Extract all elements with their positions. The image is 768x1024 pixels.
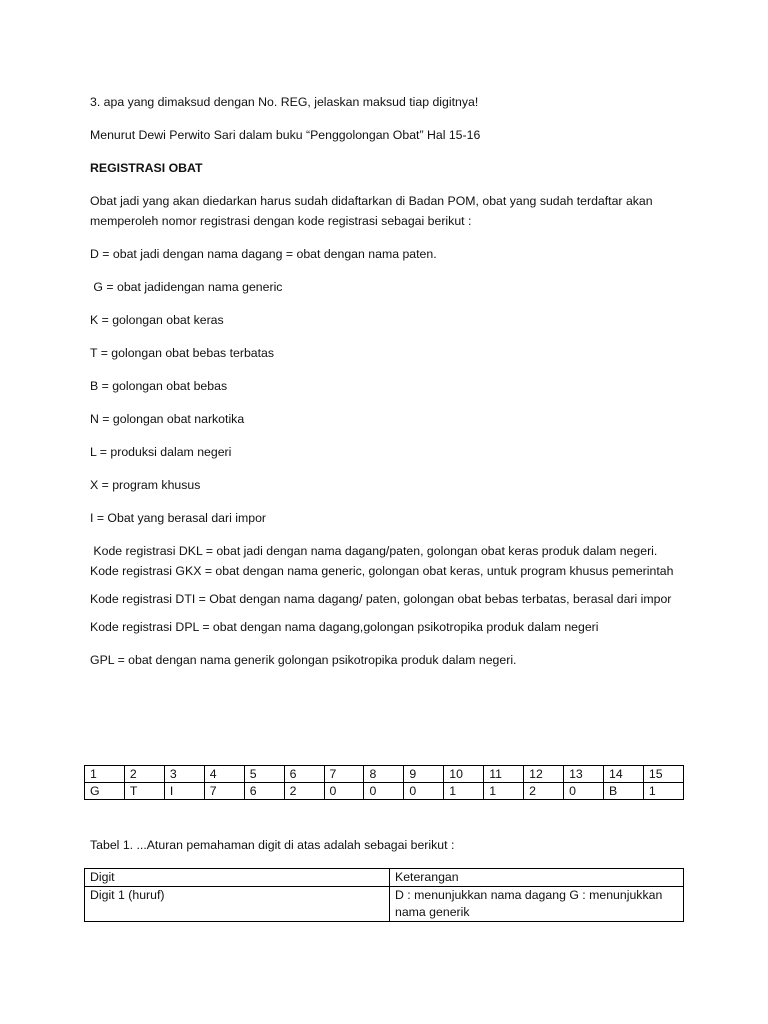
digit-value-cell: 0: [404, 783, 444, 800]
table-row: [85, 887, 684, 922]
header-digit: Digit: [85, 869, 390, 887]
digit-value-cell: 0: [364, 783, 404, 800]
rules-header-row: [85, 869, 684, 887]
digit-position-cell: 2: [124, 766, 164, 783]
digit-position-cell: 4: [204, 766, 244, 783]
code-definition: B = golongan obat bebas: [90, 379, 228, 393]
digit-position-cell: 1: [85, 766, 125, 783]
digit-value-row: [85, 783, 684, 800]
digit-value-cell: I: [164, 783, 204, 800]
example-gkx: Kode registrasi GKX = obat dengan nama generic, golongan obat keras, untuk program khusus pemerintah: [90, 564, 674, 578]
example-dpl: Kode registrasi DPL = obat dengan nama dagang,golongan psikotropika produk dalam negeri: [90, 620, 599, 634]
question-text: 3. apa yang dimaksud dengan No. REG, jelaskan maksud tiap digitnya!: [90, 95, 479, 109]
intro-paragraph: Obat jadi yang akan diedarkan harus sudah didaftarkan di Badan POM, obat yang sudah terdaftar akan memperoleh nomor registrasi dengan kode registrasi sebagai berikut :: [90, 194, 657, 228]
example-dti: Kode registrasi DTI = Obat dengan nama dagang/ paten, golongan obat bebas terbatas, berasal dari impor: [90, 592, 672, 606]
code-definition: N = golongan obat narkotika: [90, 412, 245, 426]
digit-position-cell: 7: [324, 766, 364, 783]
example-dkl: Kode registrasi DKL = obat jadi dengan nama dagang/paten, golongan obat keras produk dalam negeri.: [90, 544, 658, 558]
digit-value-cell: 1: [484, 783, 524, 800]
digit-value-cell: 7: [204, 783, 244, 800]
code-definition: K = golongan obat keras: [90, 313, 224, 327]
digit-position-cell: 10: [444, 766, 484, 783]
digit-value-cell: 0: [564, 783, 604, 800]
example-gpl: GPL = obat dengan nama generik golongan psikotropika produk dalam negeri.: [90, 653, 517, 667]
code-definition: G = obat jadidengan nama generic: [90, 280, 283, 294]
rule-digit-cell: Digit 1 (huruf): [85, 887, 390, 922]
code-definition: T = golongan obat bebas terbatas: [90, 346, 275, 360]
digit-value-cell: G: [85, 783, 125, 800]
code-definition: X = program khusus: [90, 478, 201, 492]
digit-value-cell: 2: [284, 783, 324, 800]
digit-position-cell: 11: [484, 766, 524, 783]
digit-position-cell: 14: [603, 766, 643, 783]
digit-position-cell: 5: [244, 766, 284, 783]
code-definition: I = Obat yang berasal dari impor: [90, 511, 267, 525]
digit-value-cell: 0: [324, 783, 364, 800]
digit-rules-table: [84, 868, 684, 922]
digit-value-cell: B: [603, 783, 643, 800]
digit-value-cell: 6: [244, 783, 284, 800]
digit-position-cell: 15: [643, 766, 683, 783]
digit-position-cell: 3: [164, 766, 204, 783]
digit-position-cell: 9: [404, 766, 444, 783]
registration-digit-table: [84, 765, 684, 800]
digit-position-cell: 13: [564, 766, 604, 783]
code-definition: L = produksi dalam negeri: [90, 445, 232, 459]
digit-value-cell: 2: [524, 783, 564, 800]
document-body: [90, 92, 690, 670]
digit-value-cell: T: [124, 783, 164, 800]
table-caption: Tabel 1. ...Aturan pemahaman digit di atas adalah sebagai berikut :: [90, 838, 455, 852]
code-definition: D = obat jadi dengan nama dagang = obat dengan nama paten.: [90, 247, 437, 261]
digit-position-row: [85, 766, 684, 783]
digit-position-cell: 6: [284, 766, 324, 783]
digit-value-cell: 1: [444, 783, 484, 800]
header-keterangan: Keterangan: [390, 869, 684, 887]
digit-position-cell: 8: [364, 766, 404, 783]
digit-position-cell: 12: [524, 766, 564, 783]
section-heading: REGISTRASI OBAT: [90, 161, 203, 175]
rule-description-cell: D : menunjukkan nama dagang G : menunjukkan nama generik: [390, 887, 684, 922]
digit-value-cell: 1: [643, 783, 683, 800]
source-text: Menurut Dewi Perwito Sari dalam buku “Penggolongan Obat” Hal 15-16: [90, 128, 481, 142]
